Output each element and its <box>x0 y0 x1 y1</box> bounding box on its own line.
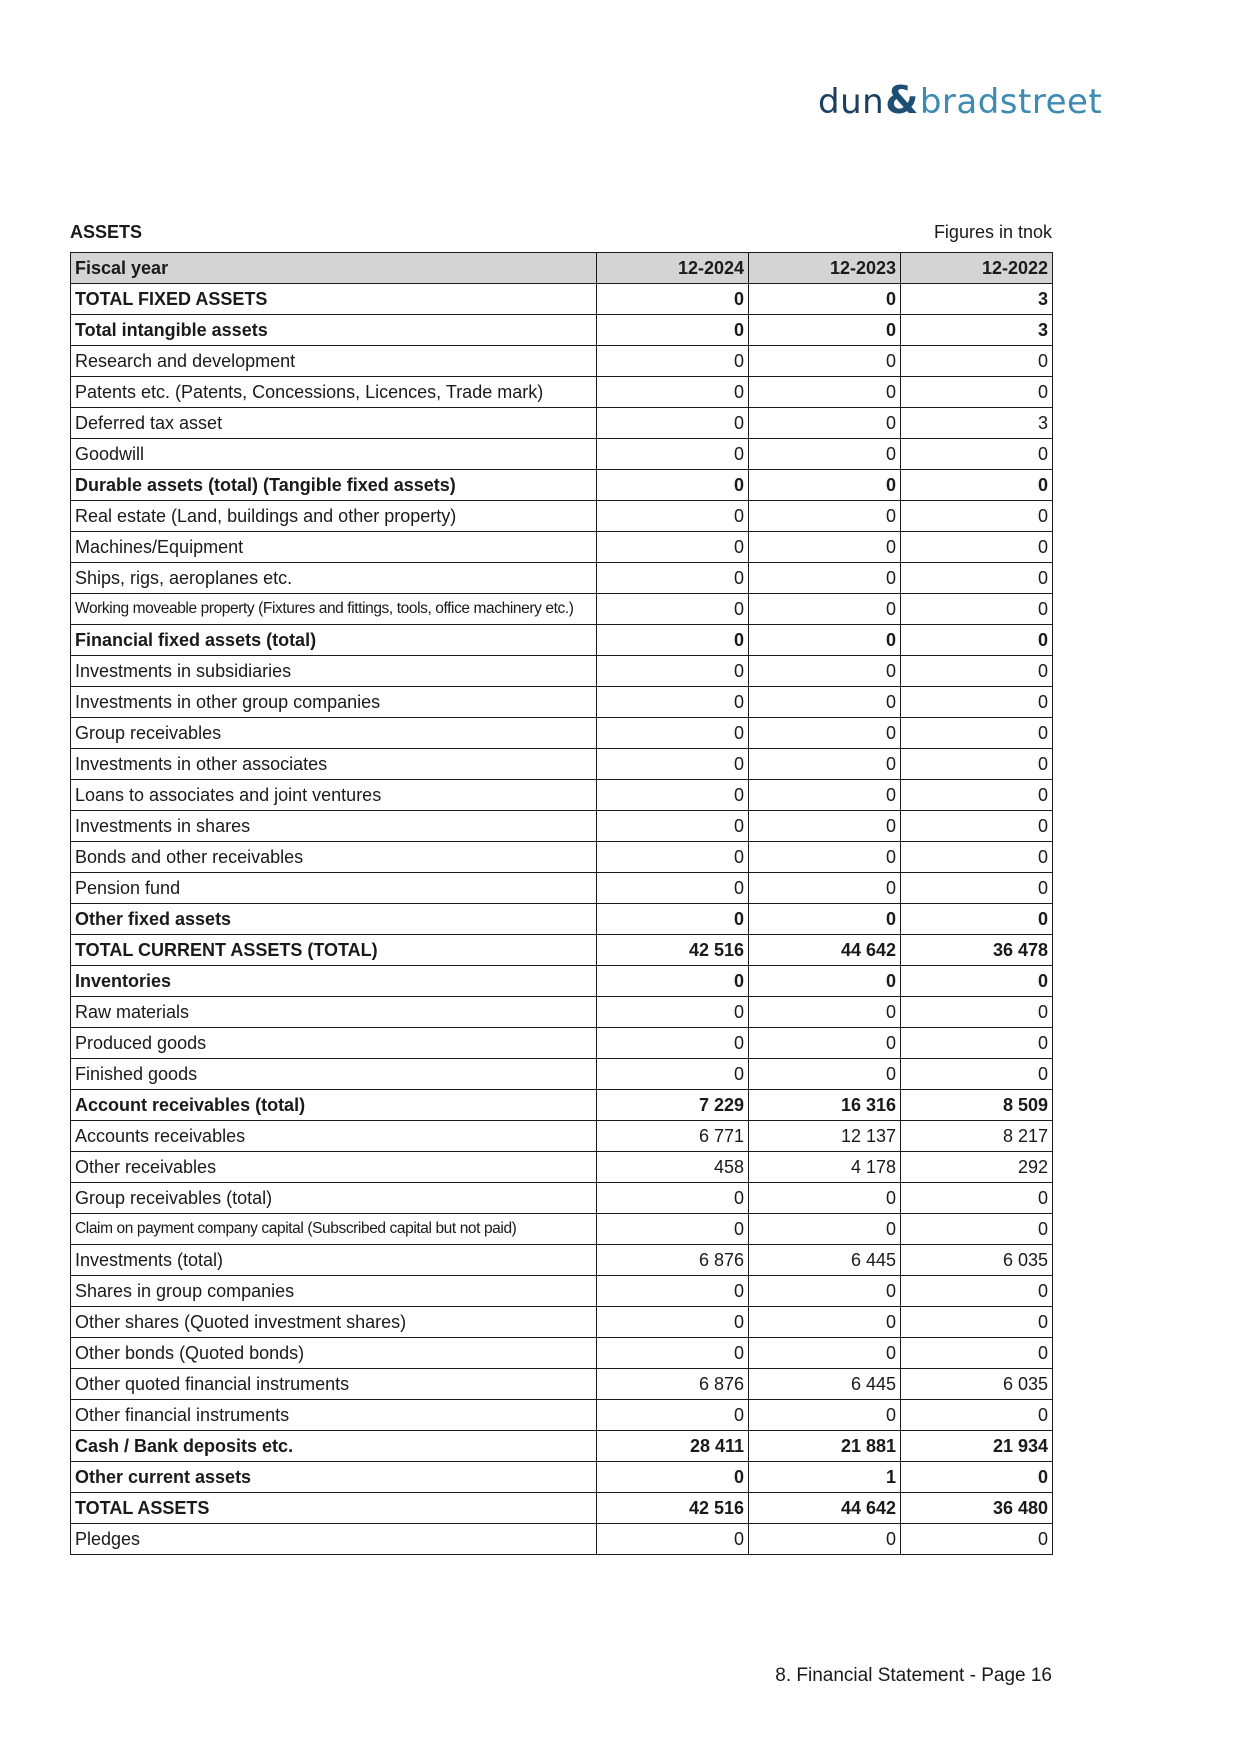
value-2022: 0 <box>901 1462 1053 1493</box>
value-2023: 12 137 <box>749 1121 901 1152</box>
row-label: Durable assets (total) (Tangible fixed assets) <box>71 470 597 501</box>
value-2022: 292 <box>901 1152 1053 1183</box>
value-2024: 6 771 <box>597 1121 749 1152</box>
table-row <box>71 1121 1053 1152</box>
value-2024: 0 <box>597 315 749 346</box>
value-2024: 0 <box>597 1338 749 1369</box>
value-2024: 0 <box>597 842 749 873</box>
value-2022: 0 <box>901 811 1053 842</box>
row-label: Investments in other associates <box>71 749 597 780</box>
row-label: Investments in other group companies <box>71 687 597 718</box>
table-row <box>71 935 1053 966</box>
table-row <box>71 594 1053 625</box>
row-label: Other current assets <box>71 1462 597 1493</box>
table-row <box>71 1369 1053 1400</box>
table-row <box>71 1431 1053 1462</box>
table-row <box>71 284 1053 315</box>
value-2022: 36 478 <box>901 935 1053 966</box>
value-2024: 0 <box>597 1183 749 1214</box>
table-row <box>71 625 1053 656</box>
value-2024: 0 <box>597 408 749 439</box>
value-2023: 0 <box>749 780 901 811</box>
value-2023: 0 <box>749 532 901 563</box>
value-2022: 0 <box>901 532 1053 563</box>
value-2023: 0 <box>749 284 901 315</box>
value-2024: 0 <box>597 563 749 594</box>
row-label: Inventories <box>71 966 597 997</box>
table-row <box>71 377 1053 408</box>
value-2023: 0 <box>749 873 901 904</box>
value-2023: 0 <box>749 904 901 935</box>
value-2024: 0 <box>597 532 749 563</box>
value-2022: 0 <box>901 904 1053 935</box>
value-2024: 0 <box>597 1462 749 1493</box>
value-2022: 6 035 <box>901 1245 1053 1276</box>
value-2023: 0 <box>749 408 901 439</box>
value-2022: 36 480 <box>901 1493 1053 1524</box>
logo-text-dun: dun <box>818 82 885 122</box>
value-2023: 0 <box>749 656 901 687</box>
value-2023: 0 <box>749 1400 901 1431</box>
value-2023: 6 445 <box>749 1245 901 1276</box>
value-2022: 0 <box>901 594 1053 625</box>
row-label: Group receivables (total) <box>71 1183 597 1214</box>
value-2023: 0 <box>749 501 901 532</box>
value-2023: 0 <box>749 1214 901 1245</box>
row-label: Investments in subsidiaries <box>71 656 597 687</box>
table-row <box>71 501 1053 532</box>
value-2023: 0 <box>749 346 901 377</box>
row-label: Working moveable property (Fixtures and fittings, tools, office machinery etc.) <box>71 594 597 625</box>
value-2024: 0 <box>597 1028 749 1059</box>
column-header-2022: 12-2022 <box>901 253 1053 284</box>
value-2024: 0 <box>597 284 749 315</box>
row-label: Finished goods <box>71 1059 597 1090</box>
value-2024: 0 <box>597 904 749 935</box>
row-label: Bonds and other receivables <box>71 842 597 873</box>
table-row <box>71 563 1053 594</box>
value-2022: 0 <box>901 656 1053 687</box>
value-2024: 0 <box>597 346 749 377</box>
row-label: Research and development <box>71 346 597 377</box>
value-2022: 0 <box>901 1276 1053 1307</box>
value-2023: 44 642 <box>749 935 901 966</box>
row-label: TOTAL CURRENT ASSETS (TOTAL) <box>71 935 597 966</box>
value-2022: 8 217 <box>901 1121 1053 1152</box>
value-2023: 6 445 <box>749 1369 901 1400</box>
row-label: Loans to associates and joint ventures <box>71 780 597 811</box>
table-row <box>71 470 1053 501</box>
value-2023: 4 178 <box>749 1152 901 1183</box>
value-2022: 0 <box>901 470 1053 501</box>
value-2022: 8 509 <box>901 1090 1053 1121</box>
table-row <box>71 997 1053 1028</box>
table-header-row <box>71 253 1053 284</box>
value-2024: 0 <box>597 1059 749 1090</box>
assets-table <box>70 252 1053 1555</box>
table-row <box>71 1090 1053 1121</box>
value-2024: 0 <box>597 625 749 656</box>
row-label: Other bonds (Quoted bonds) <box>71 1338 597 1369</box>
value-2024: 0 <box>597 1307 749 1338</box>
row-label: Claim on payment company capital (Subscribed capital but not paid) <box>71 1214 597 1245</box>
value-2023: 16 316 <box>749 1090 901 1121</box>
row-label: Produced goods <box>71 1028 597 1059</box>
row-label: Real estate (Land, buildings and other property) <box>71 501 597 532</box>
value-2023: 0 <box>749 439 901 470</box>
table-row <box>71 1028 1053 1059</box>
table-row <box>71 966 1053 997</box>
value-2023: 0 <box>749 1276 901 1307</box>
value-2022: 6 035 <box>901 1369 1053 1400</box>
table-row <box>71 718 1053 749</box>
value-2023: 0 <box>749 749 901 780</box>
value-2023: 0 <box>749 377 901 408</box>
value-2024: 0 <box>597 377 749 408</box>
value-2022: 0 <box>901 501 1053 532</box>
row-label: Other receivables <box>71 1152 597 1183</box>
value-2022: 0 <box>901 1059 1053 1090</box>
row-label: Machines/Equipment <box>71 532 597 563</box>
value-2024: 0 <box>597 749 749 780</box>
row-label: Account receivables (total) <box>71 1090 597 1121</box>
table-row <box>71 1524 1053 1555</box>
row-label: Other financial instruments <box>71 1400 597 1431</box>
table-row <box>71 1307 1053 1338</box>
dun-bradstreet-logo <box>818 78 1102 124</box>
table-row <box>71 1338 1053 1369</box>
table-row <box>71 315 1053 346</box>
table-row <box>71 1276 1053 1307</box>
row-label: Pension fund <box>71 873 597 904</box>
value-2023: 1 <box>749 1462 901 1493</box>
value-2022: 0 <box>901 1183 1053 1214</box>
row-label: Other shares (Quoted investment shares) <box>71 1307 597 1338</box>
value-2022: 0 <box>901 1338 1053 1369</box>
value-2022: 3 <box>901 408 1053 439</box>
value-2023: 0 <box>749 1059 901 1090</box>
value-2022: 0 <box>901 346 1053 377</box>
logo-ampersand-icon: & <box>885 78 919 122</box>
value-2022: 21 934 <box>901 1431 1053 1462</box>
value-2022: 0 <box>901 563 1053 594</box>
value-2023: 0 <box>749 997 901 1028</box>
value-2024: 0 <box>597 718 749 749</box>
value-2024: 0 <box>597 1400 749 1431</box>
value-2022: 0 <box>901 625 1053 656</box>
value-2022: 0 <box>901 966 1053 997</box>
value-2022: 0 <box>901 718 1053 749</box>
value-2024: 0 <box>597 594 749 625</box>
table-row <box>71 1493 1053 1524</box>
table-row <box>71 1245 1053 1276</box>
table-row <box>71 1152 1053 1183</box>
value-2023: 0 <box>749 594 901 625</box>
value-2023: 0 <box>749 1183 901 1214</box>
table-row <box>71 687 1053 718</box>
column-header-2024: 12-2024 <box>597 253 749 284</box>
table-row <box>71 1400 1053 1431</box>
table-row <box>71 1214 1053 1245</box>
table-row <box>71 1462 1053 1493</box>
row-label: Investments in shares <box>71 811 597 842</box>
units-note: Figures in tnok <box>933 222 1052 242</box>
value-2024: 0 <box>597 1276 749 1307</box>
value-2024: 42 516 <box>597 1493 749 1524</box>
row-label: Goodwill <box>71 439 597 470</box>
logo-text-bradstreet: bradstreet <box>919 82 1103 122</box>
table-row <box>71 1059 1053 1090</box>
value-2024: 28 411 <box>597 1431 749 1462</box>
value-2022: 0 <box>901 780 1053 811</box>
value-2023: 0 <box>749 563 901 594</box>
table-row <box>71 408 1053 439</box>
column-header-2023: 12-2023 <box>749 253 901 284</box>
row-label: Ships, rigs, aeroplanes etc. <box>71 563 597 594</box>
value-2024: 0 <box>597 873 749 904</box>
value-2023: 0 <box>749 842 901 873</box>
table-row <box>71 656 1053 687</box>
table-row <box>71 873 1053 904</box>
value-2023: 44 642 <box>749 1493 901 1524</box>
value-2022: 0 <box>901 842 1053 873</box>
value-2024: 0 <box>597 1214 749 1245</box>
value-2022: 0 <box>901 377 1053 408</box>
table-row <box>71 811 1053 842</box>
table-row <box>71 749 1053 780</box>
value-2024: 458 <box>597 1152 749 1183</box>
row-label: Other quoted financial instruments <box>71 1369 597 1400</box>
row-label: Financial fixed assets (total) <box>71 625 597 656</box>
table-row <box>71 780 1053 811</box>
value-2024: 0 <box>597 997 749 1028</box>
row-label: Shares in group companies <box>71 1276 597 1307</box>
value-2024: 42 516 <box>597 935 749 966</box>
section-title: ASSETS <box>70 222 143 242</box>
value-2023: 0 <box>749 315 901 346</box>
value-2022: 3 <box>901 284 1053 315</box>
value-2024: 0 <box>597 780 749 811</box>
value-2024: 6 876 <box>597 1369 749 1400</box>
value-2023: 21 881 <box>749 1431 901 1462</box>
row-label: Investments (total) <box>71 1245 597 1276</box>
row-label: Total intangible assets <box>71 315 597 346</box>
value-2024: 0 <box>597 439 749 470</box>
value-2022: 0 <box>901 1524 1053 1555</box>
value-2023: 0 <box>749 1524 901 1555</box>
value-2023: 0 <box>749 1338 901 1369</box>
value-2023: 0 <box>749 687 901 718</box>
table-row <box>71 532 1053 563</box>
value-2024: 0 <box>597 687 749 718</box>
value-2022: 0 <box>901 997 1053 1028</box>
value-2023: 0 <box>749 966 901 997</box>
table-row <box>71 346 1053 377</box>
table-row <box>71 1183 1053 1214</box>
value-2024: 0 <box>597 966 749 997</box>
value-2022: 0 <box>901 1214 1053 1245</box>
row-label: Group receivables <box>71 718 597 749</box>
value-2024: 0 <box>597 811 749 842</box>
value-2022: 0 <box>901 873 1053 904</box>
row-label: Accounts receivables <box>71 1121 597 1152</box>
table-row <box>71 439 1053 470</box>
row-label: Patents etc. (Patents, Concessions, Licences, Trade mark) <box>71 377 597 408</box>
table-row <box>71 904 1053 935</box>
value-2022: 0 <box>901 439 1053 470</box>
value-2023: 0 <box>749 1028 901 1059</box>
value-2022: 3 <box>901 315 1053 346</box>
row-label: Other fixed assets <box>71 904 597 935</box>
value-2023: 0 <box>749 811 901 842</box>
value-2022: 0 <box>901 749 1053 780</box>
page-footer: 8. Financial Statement - Page 16 <box>775 1665 1052 1686</box>
value-2024: 7 229 <box>597 1090 749 1121</box>
value-2022: 0 <box>901 1028 1053 1059</box>
row-label: Raw materials <box>71 997 597 1028</box>
value-2023: 0 <box>749 470 901 501</box>
value-2023: 0 <box>749 1307 901 1338</box>
row-label: Cash / Bank deposits etc. <box>71 1431 597 1462</box>
row-label: TOTAL FIXED ASSETS <box>71 284 597 315</box>
value-2024: 0 <box>597 1524 749 1555</box>
value-2024: 0 <box>597 656 749 687</box>
value-2023: 0 <box>749 625 901 656</box>
row-label: TOTAL ASSETS <box>71 1493 597 1524</box>
row-label: Deferred tax asset <box>71 408 597 439</box>
value-2024: 6 876 <box>597 1245 749 1276</box>
value-2024: 0 <box>597 501 749 532</box>
value-2022: 0 <box>901 1307 1053 1338</box>
row-label: Pledges <box>71 1524 597 1555</box>
value-2023: 0 <box>749 718 901 749</box>
value-2022: 0 <box>901 687 1053 718</box>
value-2022: 0 <box>901 1400 1053 1431</box>
table-row <box>71 842 1053 873</box>
value-2024: 0 <box>597 470 749 501</box>
column-header-fiscal-year: Fiscal year <box>71 253 597 284</box>
